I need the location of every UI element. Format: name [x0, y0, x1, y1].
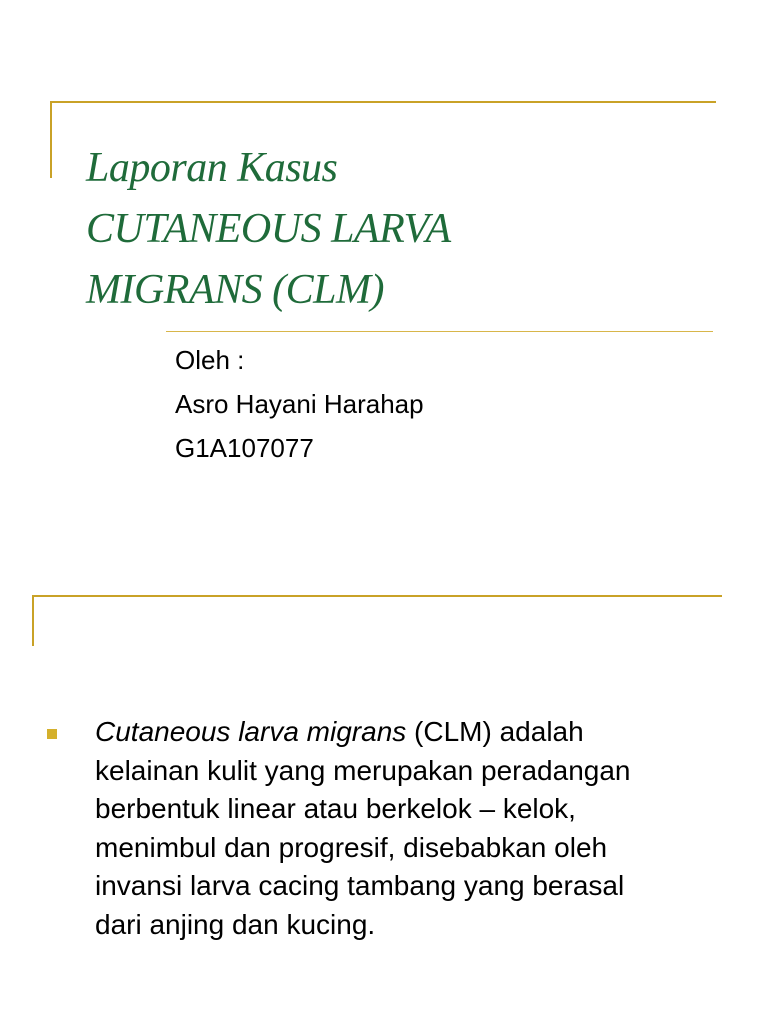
square-bullet-icon [47, 729, 57, 739]
title-line-2: CUTANEOUS LARVA [86, 206, 451, 252]
bullet-line-2: kelainan kulit yang merupakan peradangan [95, 754, 631, 786]
subtitle-line-1: Oleh : [175, 345, 245, 375]
title-line-1: Laporan Kasus [86, 145, 338, 191]
frame-left-border [32, 595, 34, 646]
bullet-term: Cutaneous larva migrans [95, 716, 407, 747]
subtitle-text [175, 338, 424, 470]
frame-top-border [32, 595, 722, 597]
subtitle-line-3: G1A107077 [175, 433, 314, 463]
bullet-line-6: dari anjing dan kucing. [95, 908, 376, 940]
frame-top-border [50, 101, 716, 103]
bullet-line-3: berbentuk linear atau berkelok – kelok, [95, 793, 576, 824]
bullet-line-1-rest: (CLM) adalah [406, 716, 584, 747]
slide-title-text [86, 138, 726, 321]
title-divider [166, 331, 713, 332]
bullet-list [40, 713, 740, 944]
bullet-line-5: invansi larva cacing tambang yang berasal [95, 870, 625, 901]
frame-left-border [50, 101, 52, 178]
bullet-line-4: menimbul dan progresif, disebabkan oleh [95, 831, 608, 863]
title-line-3: MIGRANS (CLM) [86, 267, 384, 313]
bullet-line-1 [95, 713, 740, 752]
list-item [40, 713, 740, 944]
subtitle-line-2: Asro Hayani Harahap [175, 389, 424, 419]
